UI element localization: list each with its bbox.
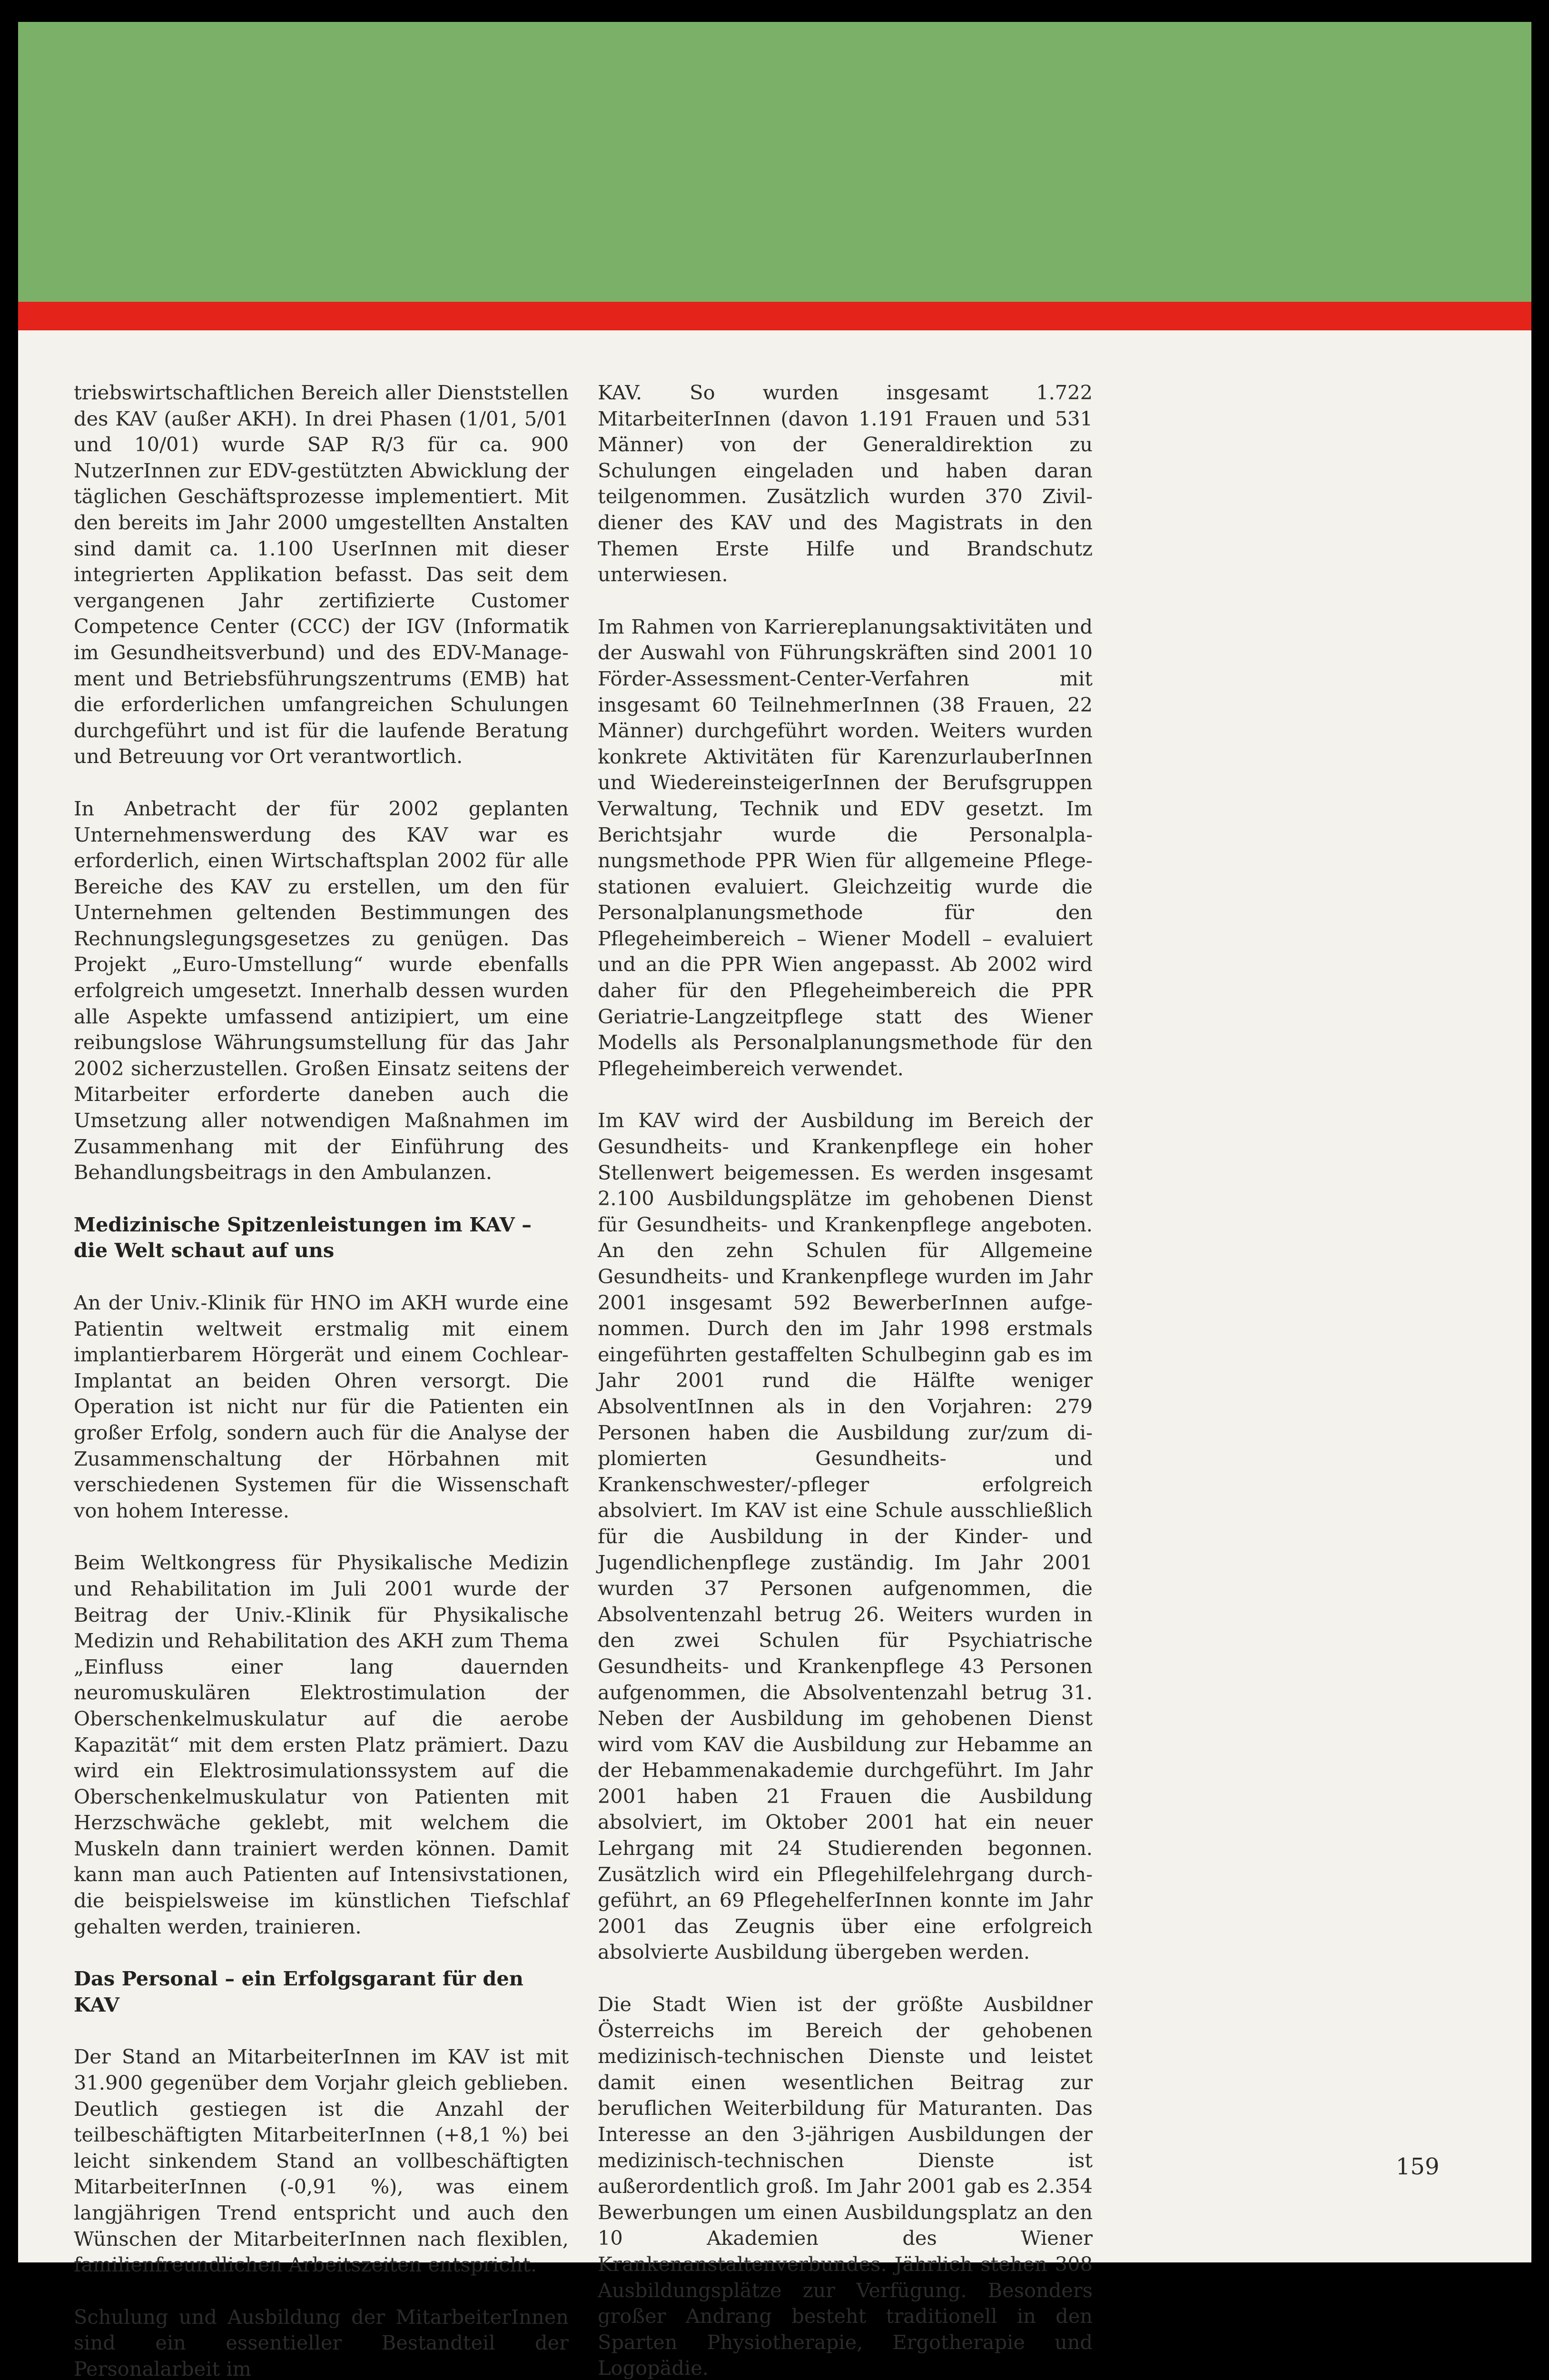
- paragraph: Der Stand an MitarbeiterInnen im KAV ist mit 31.900 gegenüber dem Vorjahr gleich geblieben. Deutlich gestiegen ist die Anzahl der teilbeschäftigten MitarbeiterInnen (+8,1 %) bei leicht sinkendem Stand an vollbeschäftigten MitarbeiterInnen (-0,91 %), was einem langjährigen Trend entspricht und auch den Wünschen der MitarbeiterInnen nach flexiblen, familienfreundlichen Arbeitszeiten entspricht.: [74, 2045, 569, 2277]
- right-text-column: [598, 380, 1093, 2380]
- paragraph: An der Univ.-Klinik für HNO im AKH wurde eine Patientin weltweit erstmalig mit einem implantierbarem Hörgerät und einem Cochlear-Implantat an beiden Ohren versorgt. Die Operation ist nicht nur für die Patienten ein großer Erfolg, sondern auch für die Analyse der Zusammenschaltung der Hörbahnen mit verschiedenen Systemen für die Wissenschaft von hohem Interesse.: [74, 1291, 569, 1522]
- paragraph: Die Stadt Wien ist der größte Ausbildner Österreichs im Bereich der gehobenen medizinisch-technischen Dienste und leistet damit einen wesentlichen Beitrag zur beruflichen Weiterbildung für Maturanten. Das Interesse an den 3-jährigen Ausbildungen der medizinisch-technischen Dienste ist außerordentlich groß. Im Jahr 2001 gab es 2.354 Bewerbungen um einen Ausbildungsplatz an den 10 Akademien des Wiener Krankenanstaltenverbundes. Jährlich stehen 308 Ausbildungsplätze zur Verfügung. Besonders großer Andrang besteht traditionell in den Sparten Physiotherapie, Ergotherapie und Logopädie.: [598, 1993, 1093, 2380]
- left-text-column: [74, 380, 569, 2380]
- paragraph: triebswirtschaftlichen Bereich aller Dienststellen des KAV (außer AKH). In drei Phasen (1/01, 5/01 und 10/01) wurde SAP R/3 für ca. 900 NutzerInnen zur EDV-gestützten Abwicklung der täglichen Geschäftsprozesse implementiert. Mit den bereits im Jahr 2000 umgestellten Anstalten sind damit ca. 1.100 UserInnen mit dieser integrierten Applikation befasst. Das seit dem vergangenen Jahr zertifizierte Customer Competence Center (CCC) der IGV (Informatik im Gesundheitsverbund) und des EDV-Management und Betriebsführungszentrums (EMB) hat die erforderlichen umfangreichen Schulungen durchgeführt und ist für die laufende Beratung und Betreuung vor Ort verantwortlich.: [74, 381, 569, 768]
- paragraph: Im Rahmen von Karriereplanungsaktivitäten und der Auswahl von Führungskräften sind 2001 10 Förder-Assessment-Center-Verfahren mit insgesamt 60 TeilnehmerInnen (38 Frauen, 22 Männer) durchgeführt worden. Weiters wurden konkrete Aktivitäten für KarenzurlauberInnen und WiedereinsteigerInnen der Berufsgruppen Verwaltung, Technik und EDV gesetzt. Im Berichtsjahr wurde die Personalplanungsmethode PPR Wien für allgemeine Pflegestationen evaluiert. Gleichzeitig wurde die Personalplanungsmethode für den Pflegeheimbereich – Wiener Modell – evaluiert und an die PPR Wien angepasst. Ab 2002 wird daher für den Pflegeheimbereich die PPR Geriatrie-Langzeitpflege statt des Wiener Modells als Personalplanungsmethode für den Pflegeheimbereich verwendet.: [598, 615, 1093, 1080]
- page-number: 159: [1396, 2153, 1440, 2180]
- paragraph: Beim Weltkongress für Physikalische Medizin und Rehabilitation im Juli 2001 wurde der Beitrag der Univ.-Klinik für Physikalische Medizin und Rehabilitation des AKH zum Thema „Einfluss einer lang dauernden neuromuskulären Elektrostimulation der Oberschenkelmuskulatur auf die aerobe Kapazität“ mit dem ersten Platz prämiert. Dazu wird ein Elektrosimulationssystem auf die Oberschenkelmuskulatur von Patienten mit Herzschwäche geklebt, mit welchem die Muskeln dann trainiert werden können. Damit kann man auch Patienten auf Intensivstationen, die beispielsweise im künstlichen Tiefschlaf gehalten werden, trainieren.: [74, 1551, 569, 1938]
- paragraph: In Anbetracht der für 2002 geplanten Unternehmenswerdung des KAV war es erforderlich, einen Wirtschaftsplan 2002 für alle Bereiche des KAV zu erstellen, um den für Unternehmen geltenden Bestimmungen des Rechnungslegungsgesetzes zu genügen. Das Projekt „Euro-Umstellung“ wurde ebenfalls erfolgreich umgesetzt. Innerhalb dessen wurden alle Aspekte umfassend antizipiert, um eine reibungslose Währungsumstellung für das Jahr 2002 sicherzustellen. Großen Einsatz seitens der Mitarbeiter erforderte daneben auch die Umsetzung aller notwendigen Maßnahmen im Zusammenhang mit der Einführung des Behandlungsbeitrags in den Ambulanzen.: [74, 796, 569, 1184]
- header-green-band: [18, 22, 1531, 302]
- section-heading: Medizinische Spitzenleistungen im KAV – die Welt schaut auf uns: [74, 1212, 532, 1262]
- header-red-band: [18, 302, 1531, 330]
- document-page: [18, 22, 1531, 2380]
- section-heading: Das Personal – ein Erfolgsgarant für den KAV: [74, 1967, 523, 2016]
- paragraph: Schulung und Ausbildung der MitarbeiterInnen sind ein essentieller Bestandteil der Personalarbeit im: [74, 2305, 569, 2380]
- paragraph: Im KAV wird der Ausbildung im Bereich der Gesundheits- und Krankenpflege ein hoher Stellenwert beigemessen. Es werden insgesamt 2.100 Ausbildungsplätze im gehobenen Dienst für Gesundheits- und Krankenpflege angeboten. An den zehn Schulen für Allgemeine Gesundheits- und Krankenpflege wurden im Jahr 2001 insgesamt 592 BewerberInnen aufgenommen. Durch den im Jahr 1998 erstmals eingeführten gestaffelten Schulbeginn gab es im Jahr 2001 rund die Hälfte weniger AbsolventInnen als in den Vorjahren: 279 Personen haben die Ausbildung zur/zum diplomierten Gesundheits- und Krankenschwester/-pfleger erfolgreich absolviert. Im KAV ist eine Schule ausschließlich für die Ausbildung in der Kinder- und Jugendlichenpflege zuständig. Im Jahr 2001 wurden 37 Personen aufgenommen, die Absolventenzahl betrug 26. Weiters wurden in den zwei Schulen für Psychiatrische Gesundheits- und Krankenpflege 43 Personen aufgenommen, die Absolventenzahl betrug 31. Neben der Ausbildung im gehobenen Dienst wird vom KAV die Ausbildung zur Hebamme an der Hebammenakademie durchgeführt. Im Jahr 2001 haben 21 Frauen die Ausbildung absolviert, im Oktober 2001 hat ein neuer Lehrgang mit 24 Studierenden begonnen. Zusätzlich wird ein Pflegehilfelehrgang durchgeführt, an 69 PflegehelferInnen konnte im Jahr 2001 das Zeugnis über eine erfolgreich absolvierte Ausbildung übergeben werden.: [598, 1109, 1093, 1964]
- paragraph: KAV. So wurden insgesamt 1.722 MitarbeiterInnen (davon 1.191 Frauen und 531 Männer) von der Generaldirektion zu Schulungen eingeladen und haben daran teilgenommen. Zusätzlich wurden 370 Zivildiener des KAV und des Magistrats in den Themen Erste Hilfe und Brandschutz unterwiesen.: [598, 381, 1093, 586]
